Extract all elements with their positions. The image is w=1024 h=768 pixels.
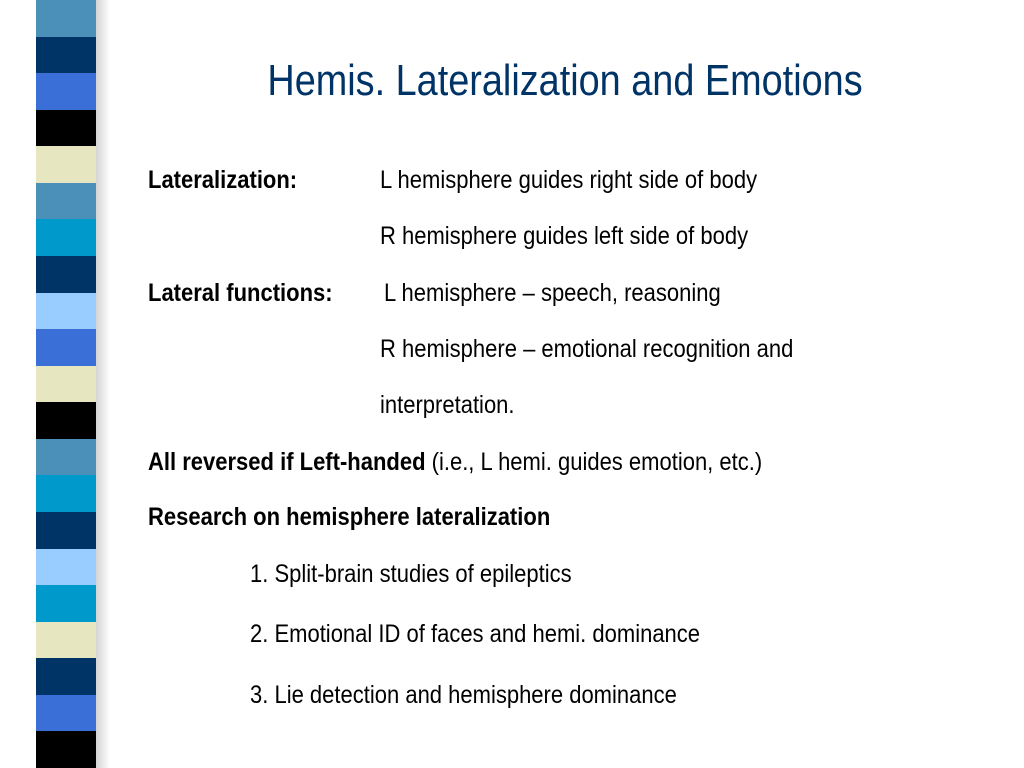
stripe-segment xyxy=(36,0,96,38)
stripe-shadow xyxy=(96,0,110,768)
stripe-segment xyxy=(36,695,96,733)
slide-title: Hemis. Lateralization and Emotions xyxy=(267,56,863,105)
stripe-segment xyxy=(36,293,96,331)
stripe-segment xyxy=(36,731,96,768)
decorative-stripe xyxy=(36,0,96,768)
stripe-segment xyxy=(36,73,96,111)
lateral-functions-item: L hemisphere – speech, reasoning xyxy=(384,279,721,307)
stripe-segment xyxy=(36,219,96,257)
reversed-note xyxy=(148,448,762,477)
stripe-segment xyxy=(36,146,96,184)
stripe-segment xyxy=(36,402,96,440)
stripe-segment xyxy=(36,110,96,148)
stripe-segment xyxy=(36,439,96,477)
lateral-functions-label: Lateral functions: xyxy=(148,279,333,307)
research-item: 3. Lie detection and hemisphere dominance xyxy=(250,681,677,709)
research-item: 1. Split-brain studies of epileptics xyxy=(250,560,572,588)
stripe-segment xyxy=(36,329,96,367)
stripe-segment xyxy=(36,622,96,660)
lateral-functions-item: interpretation. xyxy=(380,391,515,419)
stripe-segment xyxy=(36,658,96,696)
lateral-functions-item: R hemisphere – emotional recognition and xyxy=(380,335,794,363)
reversed-rest: (i.e., L hemi. guides emotion, etc.) xyxy=(431,448,763,476)
stripe-segment xyxy=(36,183,96,221)
lateralization-item: R hemisphere guides left side of body xyxy=(380,222,749,250)
stripe-segment xyxy=(36,475,96,513)
stripe-segment xyxy=(36,585,96,623)
lateralization-item: L hemisphere guides right side of body xyxy=(380,166,758,194)
stripe-segment xyxy=(36,256,96,294)
lateralization-label: Lateralization: xyxy=(148,166,298,194)
stripe-segment xyxy=(36,549,96,587)
research-item: 2. Emotional ID of faces and hemi. dominance xyxy=(250,620,701,648)
stripe-segment xyxy=(36,512,96,550)
research-heading: Research on hemisphere lateralization xyxy=(148,503,551,531)
stripe-segment xyxy=(36,366,96,404)
stripe-segment xyxy=(36,37,96,75)
reversed-bold: All reversed if Left-handed xyxy=(148,448,426,476)
